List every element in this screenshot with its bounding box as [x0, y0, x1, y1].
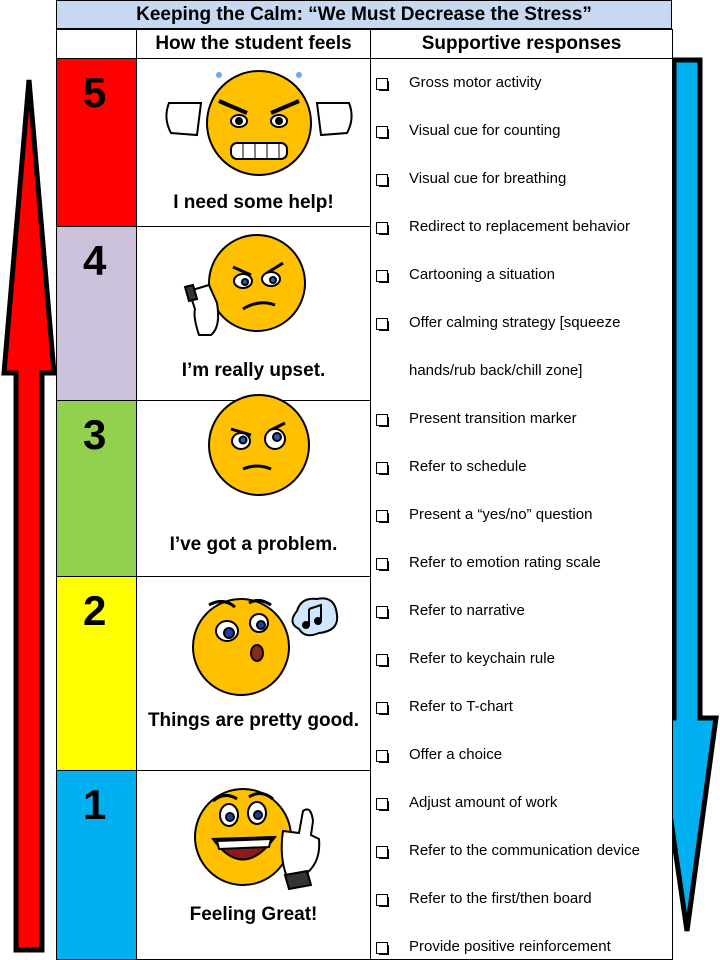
response-item: Visual cue for counting — [371, 120, 671, 144]
feeling-cell-2 — [136, 576, 371, 771]
feeling-cell-5 — [136, 58, 371, 227]
increasing-stress-arrow-icon — [0, 75, 58, 955]
level-4-cell — [56, 226, 137, 401]
whistling-face-music-note-icon — [187, 587, 347, 707]
response-item: Refer to the communication device — [371, 840, 671, 864]
happy-face-thumbs-up-icon — [187, 777, 327, 897]
checkbox-icon — [376, 318, 388, 330]
checkbox-icon — [376, 798, 388, 810]
level-3-cell — [56, 400, 137, 577]
response-item: Offer calming strategy [squeeze — [371, 312, 671, 336]
response-item: Present a “yes/no” question — [371, 504, 671, 528]
response-item: Refer to T-chart — [371, 696, 671, 720]
level-number: 4 — [83, 237, 107, 284]
page-title: Keeping the Calm: “We Must Decrease the Stress” — [56, 0, 672, 29]
level-5-cell — [56, 58, 137, 227]
response-item: Refer to keychain rule — [371, 648, 671, 672]
checkbox-icon — [376, 510, 388, 522]
level-number: 2 — [83, 587, 107, 634]
feeling-caption: I’ve got a problem. — [169, 534, 338, 555]
checkbox-icon — [376, 78, 388, 90]
checkbox-icon — [376, 462, 388, 474]
checkbox-icon — [376, 174, 388, 186]
response-item: Present transition marker — [371, 408, 671, 432]
response-item: Cartooning a situation — [371, 264, 671, 288]
response-item: Provide positive reinforcement — [371, 936, 671, 960]
response-continuation: hands/rub back/chill zone] — [409, 362, 583, 379]
empty-header-cell — [56, 29, 137, 59]
feeling-caption: Feeling Great! — [189, 904, 318, 925]
worried-face-icon — [205, 383, 315, 498]
checkbox-icon — [376, 942, 388, 954]
responses-column-header: Supportive responses — [370, 29, 673, 59]
checkbox-icon — [376, 222, 388, 234]
response-item: Visual cue for breathing — [371, 168, 671, 192]
response-item: Redirect to replacement behavior — [371, 216, 671, 240]
feeling-caption: I need some help! — [173, 192, 334, 213]
feeling-caption: I’m really upset. — [181, 360, 326, 381]
checkbox-icon — [376, 894, 388, 906]
response-item: Refer to narrative — [371, 600, 671, 624]
checkbox-icon — [376, 654, 388, 666]
feeling-cell-3 — [136, 400, 371, 577]
checkbox-icon — [376, 414, 388, 426]
supportive-responses-list — [370, 58, 673, 960]
checkbox-icon — [376, 750, 388, 762]
checkbox-icon — [376, 846, 388, 858]
checkbox-icon — [376, 702, 388, 714]
angry-face-covering-ears-icon — [159, 63, 359, 193]
level-1-cell — [56, 770, 137, 960]
response-item: Gross motor activity — [371, 72, 671, 96]
response-item: Refer to the first/then board — [371, 888, 671, 912]
response-item: Refer to emotion rating scale — [371, 552, 671, 576]
feeling-cell-1 — [136, 770, 371, 960]
feeling-caption: Things are pretty good. — [147, 710, 360, 731]
level-2-cell — [56, 576, 137, 771]
level-number: 5 — [83, 69, 107, 116]
feeling-cell-4 — [136, 226, 371, 401]
checkbox-icon — [376, 606, 388, 618]
checkbox-icon — [376, 126, 388, 138]
response-item: Adjust amount of work — [371, 792, 671, 816]
response-item: Offer a choice — [371, 744, 671, 768]
level-number: 3 — [83, 411, 107, 458]
response-item: Refer to schedule — [371, 456, 671, 480]
checkbox-icon — [376, 558, 388, 570]
upset-face-thumbs-down-icon — [183, 231, 313, 346]
feelings-column-header: How the student feels — [136, 29, 371, 59]
checkbox-icon — [376, 270, 388, 282]
level-number: 1 — [83, 781, 107, 828]
